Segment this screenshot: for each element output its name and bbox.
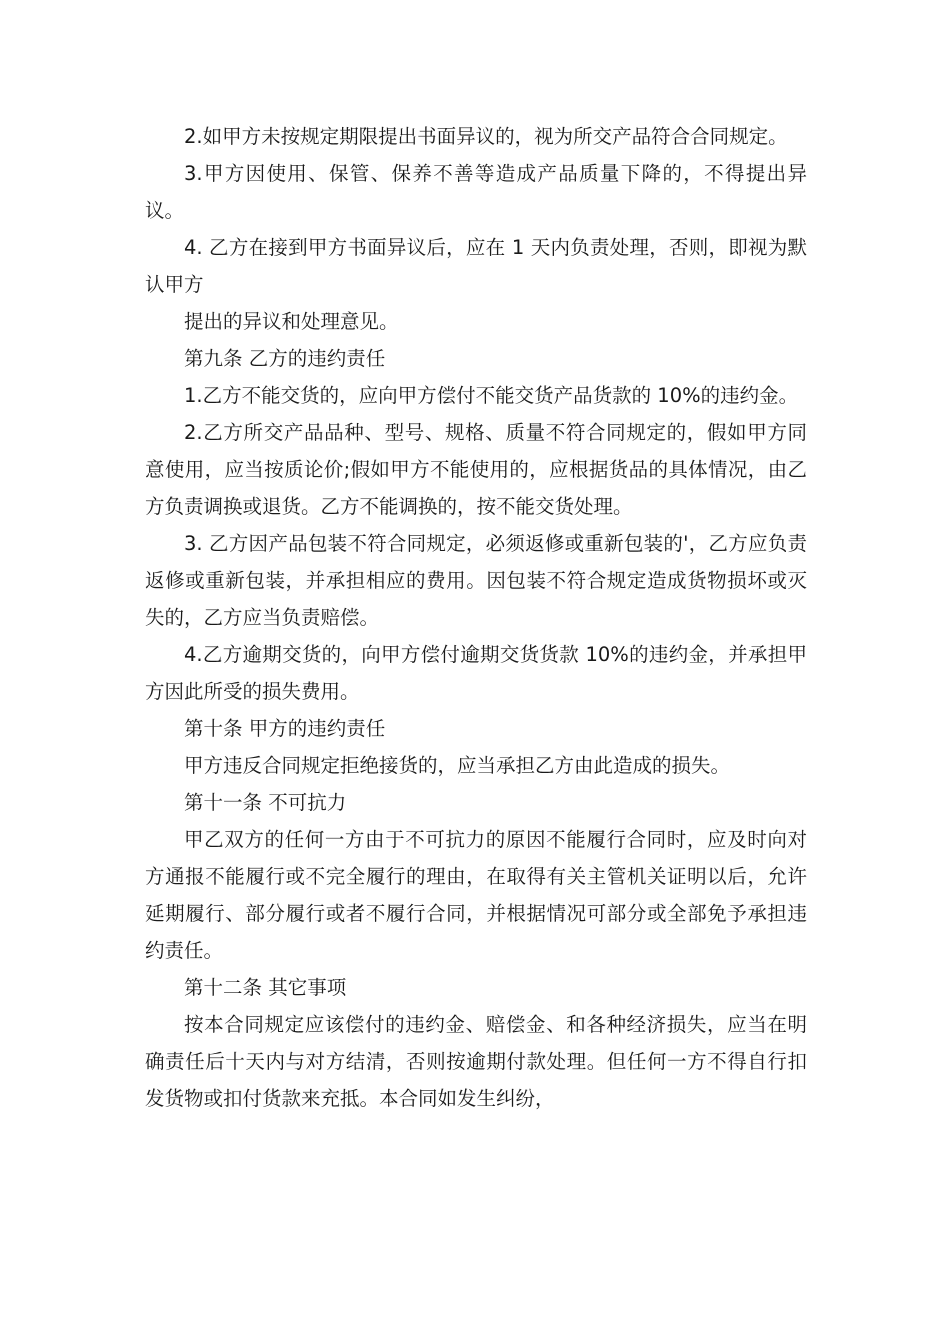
- clause-8-item-4: 4. 乙方在接到甲方书面异议后，应在 1 天内负责处理，否则，即视为默认甲方: [145, 236, 807, 296]
- clause-10-heading: 第十条 甲方的违约责任: [184, 717, 386, 740]
- clause-8-item-3: 3.甲方因使用、保管、保养不善等造成产品质量下降的，不得提出异议。: [145, 162, 807, 222]
- clause-10-body: 甲方违反合同规定拒绝接货的，应当承担乙方由此造成的损失。: [184, 754, 731, 777]
- clause-9-item-4: 4.乙方逾期交货的，向甲方偿付逾期交货货款 10%的违约金，并承担甲方因此所受的损失费用。: [145, 643, 807, 703]
- document-body: [145, 118, 807, 1117]
- clause-8-item-4-continued: 提出的异议和处理意见。: [184, 310, 399, 333]
- clause-12-body: 按本合同规定应该偿付的违约金、赔偿金、和各种经济损失，应当在明确责任后十天内与对方结清，否则按逾期付款处理。但任何一方不得自行扣发货物或扣付货款来充抵。本合同如发生纠纷，: [145, 1013, 807, 1110]
- clause-11-body: 甲乙双方的任何一方由于不可抗力的原因不能履行合同时，应及时向对方通报不能履行或不完全履行的理由，在取得有关主管机关证明以后，允许延期履行、部分履行或者不履行合同，并根据情况可部分或全部免予承担违约责任。: [145, 828, 807, 962]
- clause-11-heading: 第十一条 不可抗力: [184, 791, 347, 814]
- clause-8-item-2: 2.如甲方未按规定期限提出书面异议的，视为所交产品符合合同规定。: [184, 125, 788, 148]
- clause-9-heading: 第九条 乙方的违约责任: [184, 347, 386, 370]
- clause-9-item-1: 1.乙方不能交货的，应向甲方偿付不能交货产品货款的 10%的违约金。: [184, 384, 799, 407]
- clause-12-heading: 第十二条 其它事项: [184, 976, 347, 999]
- clause-9-item-3: 3. 乙方因产品包装不符合同规定，必须返修或重新包装的'，乙方应负责返修或重新包装，并承担相应的费用。因包装不符合规定造成货物损坏或灭失的，乙方应当负责赔偿。: [145, 532, 807, 629]
- clause-9-item-2: 2.乙方所交产品品种、型号、规格、质量不符合同规定的，假如甲方同意使用，应当按质论价;假如甲方不能使用的，应根据货品的具体情况，由乙方负责调换或退货。乙方不能调换的，按不能交货处理。: [145, 421, 807, 518]
